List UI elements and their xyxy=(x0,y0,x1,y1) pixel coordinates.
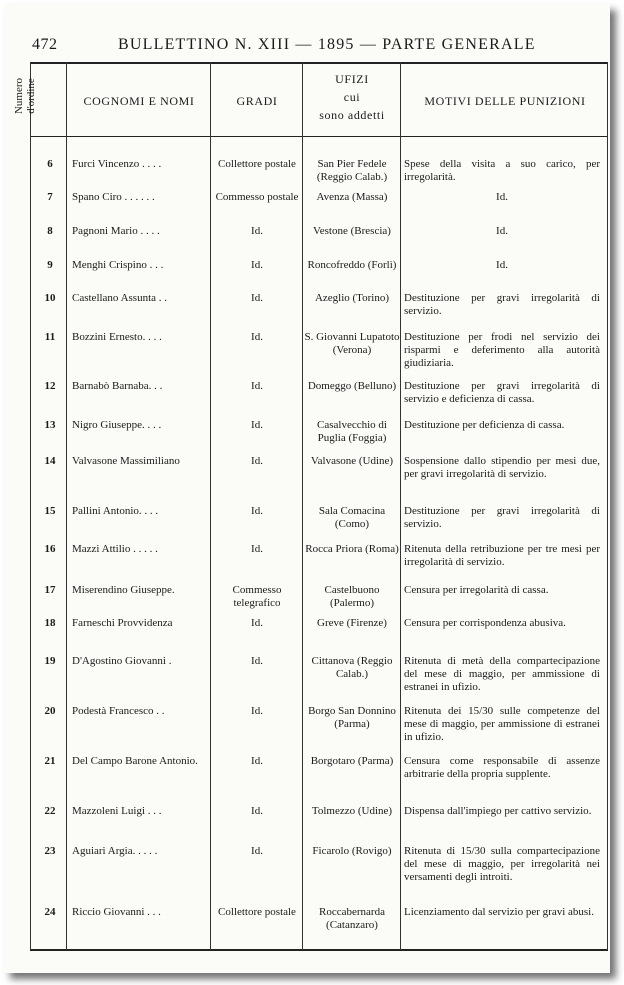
row-motivo: Ritenuta dei 15/30 sulle competenze del mese di maggio, per ammissione di estranei in ufizio. xyxy=(404,705,600,743)
row-ufizio: Borgo San Donnino (Parma) xyxy=(308,705,396,730)
page-number: 472 xyxy=(32,36,58,53)
table-top-rule xyxy=(30,62,608,64)
row-grado: Id. xyxy=(251,755,263,767)
row-grado: Id. xyxy=(251,705,263,717)
row-grado: Id. xyxy=(251,331,263,343)
row-ufizio: San Pier Fedele (Reggio Calab.) xyxy=(316,158,388,183)
column-divider xyxy=(400,62,401,950)
row-motivo: Ritenuta di metà della compartecipazione del mese di maggio, per ammissione di estranei in ufizio. xyxy=(404,655,600,693)
page-title: BULLETTINO N. XIII — 1895 — PARTE GENERALE xyxy=(118,36,536,53)
row-ufizio: Castelbuono (Palermo) xyxy=(324,584,380,609)
row-ufizio: Borgotaro (Parma) xyxy=(310,755,394,767)
row-ufizio: Ficarolo (Rovigo) xyxy=(312,845,392,857)
row-motivo: Id. xyxy=(496,259,508,271)
row-number: 10 xyxy=(44,292,56,304)
row-number: 7 xyxy=(47,191,53,203)
row-ufizio: Avenza (Massa) xyxy=(316,191,388,203)
row-number: 20 xyxy=(44,705,56,717)
row-name: Furci Vincenzo . . . . xyxy=(72,158,162,170)
row-number: 22 xyxy=(44,805,56,817)
row-ufizio: Vestone (Brescia) xyxy=(313,225,391,237)
row-ufizio: Roccabernarda (Catanzaro) xyxy=(319,906,385,931)
row-grado: Id. xyxy=(251,292,263,304)
row-motivo: Licenziamento dal servizio per gravi abusi. xyxy=(404,906,594,918)
row-motivo: Censura per corrispondenza abusiva. xyxy=(404,617,566,629)
row-grado: Collettore postale xyxy=(218,906,296,918)
table-bottom-rule xyxy=(30,949,608,951)
row-number: 8 xyxy=(47,225,53,237)
row-number: 24 xyxy=(44,906,56,918)
row-number: 14 xyxy=(44,455,56,467)
row-name: Podestà Francesco . . xyxy=(72,705,165,717)
document-page xyxy=(4,4,610,973)
row-motivo: Id. xyxy=(496,191,508,203)
row-ufizio: S. Giovanni Lupatoto (Verona) xyxy=(304,331,400,356)
row-name: Pallini Antonio. . . . xyxy=(72,505,159,517)
row-grado: Id. xyxy=(251,380,263,392)
row-grado: Id. xyxy=(251,505,263,517)
row-number: 12 xyxy=(44,380,56,392)
row-ufizio: Roncofreddo (Forlì) xyxy=(307,259,397,271)
row-ufizio: Rocca Priora (Roma) xyxy=(305,543,399,555)
row-number: 19 xyxy=(44,655,56,667)
row-grado: Id. xyxy=(251,419,263,431)
row-number: 21 xyxy=(44,755,56,767)
row-number: 13 xyxy=(44,419,56,431)
row-motivo: Destituzione per gravi irregolarità di servizio. xyxy=(404,505,600,530)
row-motivo: Spese della visita a suo carico, per irregolarità. xyxy=(404,158,600,183)
row-motivo: Ritenuta della retribuzione per tre mesi per irregolarità di servizio. xyxy=(404,543,600,568)
row-ufizio: Domeggo (Belluno) xyxy=(307,380,397,392)
row-number: 23 xyxy=(44,845,56,857)
column-divider xyxy=(66,62,67,950)
column-header-motivi: MOTIVI DELLE PUNIZIONI xyxy=(424,94,586,108)
row-motivo: Censura per irregolarità di cassa. xyxy=(404,584,549,596)
column-header-nomi: COGNOMI E NOMI xyxy=(83,94,195,108)
row-grado: Id. xyxy=(251,455,263,467)
column-header-ufizi xyxy=(304,70,400,124)
row-name: Aguiari Argia. . . . . xyxy=(72,845,158,857)
row-motivo: Destituzione per gravi irregolarità di servizio. xyxy=(404,292,600,317)
row-name: Spano Ciro . . . . . . xyxy=(72,191,155,203)
row-motivo: Destituzione per deficienza di cassa. xyxy=(404,419,565,431)
row-grado: Collettore postale xyxy=(218,158,296,170)
row-name: D'Agostino Giovanni . xyxy=(72,655,172,667)
row-grado: Commesso postale xyxy=(215,191,299,203)
column-divider xyxy=(210,62,211,950)
row-ufizio: Cittanova (Reggio Calab.) xyxy=(311,655,393,680)
column-divider xyxy=(607,62,608,950)
row-number: 16 xyxy=(44,543,56,555)
row-motivo: Id. xyxy=(496,225,508,237)
row-name: Mazzi Attilio . . . . . xyxy=(72,543,158,555)
row-motivo: Censura come responsabile di assenze arbitrarie della propria supplente. xyxy=(404,755,600,780)
table-header-rule xyxy=(30,136,608,137)
row-motivo: Ritenuta di 15/30 sulla compartecipazione del mese di maggio, per irregolarità nei versamenti degli introiti. xyxy=(404,845,600,883)
row-number: 11 xyxy=(44,331,56,343)
row-name: Miserendino Giuseppe. xyxy=(72,584,175,596)
column-header-ufizi-line3: sono addetti xyxy=(319,108,385,122)
row-ufizio: Tolmezzo (Udine) xyxy=(311,805,393,817)
column-divider xyxy=(30,62,31,950)
row-grado: Id. xyxy=(251,259,263,271)
row-motivo: Dispensa dall'impiego per cattivo servizio. xyxy=(404,805,592,817)
row-grado: Id. xyxy=(251,225,263,237)
column-header-ufizi-line2: cui xyxy=(343,90,361,104)
column-header-numero: Numero d'ordine xyxy=(13,77,37,115)
row-name: Valvasone Massimiliano xyxy=(72,455,180,467)
row-number: 9 xyxy=(47,259,53,271)
row-name: Pagnoni Mario . . . . xyxy=(72,225,160,237)
row-grado: Id. xyxy=(251,845,263,857)
row-number: 6 xyxy=(47,158,53,170)
row-ufizio: Sala Comacina (Como) xyxy=(318,505,386,530)
row-name: Castellano Assunta . . xyxy=(72,292,168,304)
column-divider xyxy=(302,62,303,950)
row-ufizio: Valvasone (Udine) xyxy=(310,455,394,467)
row-number: 15 xyxy=(44,505,56,517)
row-ufizio: Casalvecchio di Puglia (Foggia) xyxy=(317,419,387,444)
row-grado: Id. xyxy=(251,655,263,667)
row-name: Del Campo Barone Antonio. xyxy=(72,755,198,767)
row-grado: Id. xyxy=(251,543,263,555)
column-header-gradi: GRADI xyxy=(236,94,278,108)
row-grado: Id. xyxy=(251,805,263,817)
row-name: Barnabò Barnaba. . . xyxy=(72,380,163,392)
row-name: Mazzoleni Luigi . . . xyxy=(72,805,162,817)
row-motivo: Destituzione per frodi nel servizio dei risparmi e deferimento alla autorità giudiziaria. xyxy=(404,331,600,369)
row-grado: Id. xyxy=(251,617,263,629)
row-name: Nigro Giuseppe. . . . xyxy=(72,419,162,431)
row-name: Farneschi Provvidenza xyxy=(72,617,173,629)
row-motivo: Destituzione per gravi irregolarità di servizio e deficienza di cassa. xyxy=(404,380,600,405)
row-motivo: Sospensione dallo stipendio per mesi due, per gravi irregolarità di servizio. xyxy=(404,455,600,480)
row-ufizio: Azeglio (Torino) xyxy=(314,292,390,304)
row-name: Riccio Giovanni . . . xyxy=(72,906,161,918)
row-name: Menghi Crispino . . . xyxy=(72,259,164,271)
row-number: 18 xyxy=(44,617,56,629)
row-ufizio: Greve (Firenze) xyxy=(317,617,387,629)
row-number: 17 xyxy=(44,584,56,596)
column-header-ufizi-line1: UFIZI xyxy=(335,72,369,86)
row-grado: Commesso telegrafico xyxy=(232,584,282,609)
row-name: Bozzini Ernesto. . . . xyxy=(72,331,162,343)
